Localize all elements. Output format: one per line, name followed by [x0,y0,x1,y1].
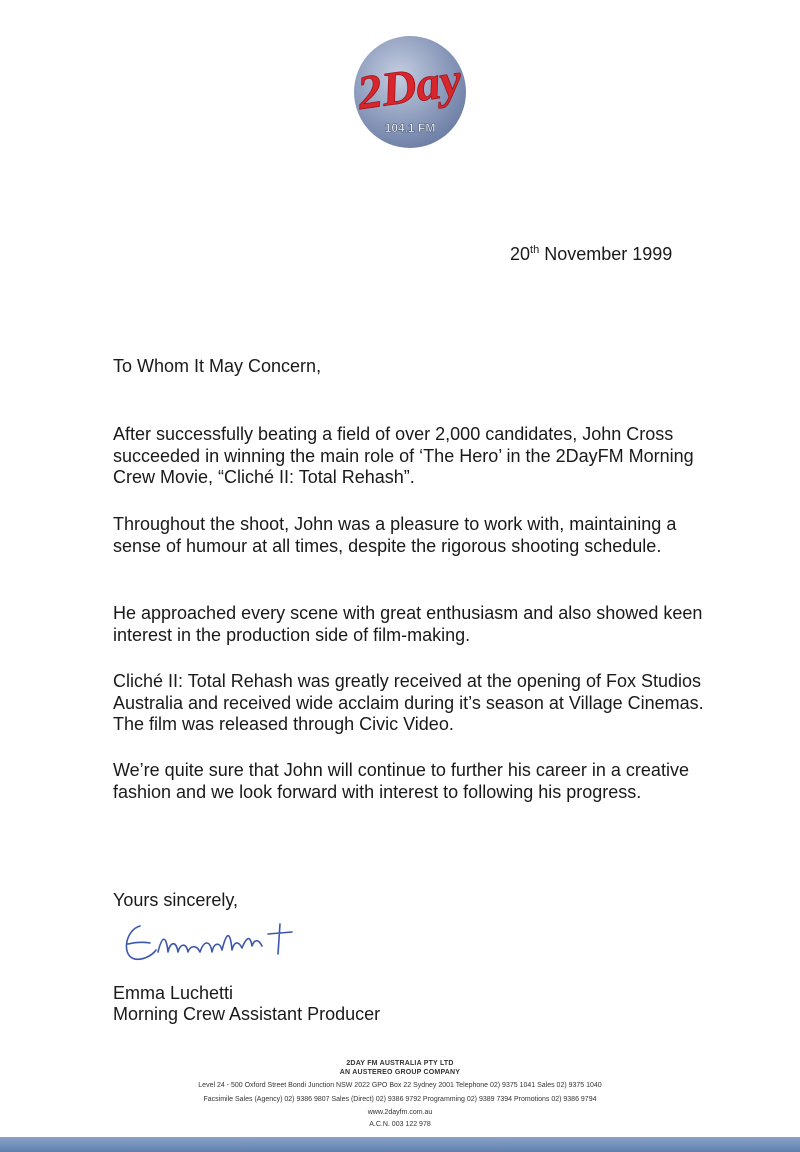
signer-title: Morning Crew Assistant Producer [113,1004,381,1024]
footer-group-line: AN AUSTEREO GROUP COMPANY [339,1069,461,1076]
body-paragraph-4: Cliché II: Total Rehash was greatly received at the opening of Fox Studios Australia and received wide acclaim during it’s season at Village Cinemas. The film was released through Civic Video. [113,671,704,734]
closing: Yours sincerely, [113,890,239,910]
svg-text:2Day: 2Day [354,53,465,121]
footer-website: www.2dayfm.com.au [367,1109,433,1116]
2day-fm-logo [310,30,510,150]
footer-fax-numbers: Facsimile Sales (Agency) 02) 9386 9807 Sales (Direct) 02) 9386 9792 Programming 02) 9389 7394 Promotions 02) 9386 9794 [203,1096,597,1103]
2day-fm-logo-graphic [310,30,510,150]
body-paragraph-5: We’re quite sure that John will continue to further his career in a creative fashion and we look forward with interest to following his progress. [113,760,689,802]
footer-color-bar [0,1137,800,1152]
body-paragraph-2: Throughout the shoot, John was a pleasure to work with, maintaining a sense of humour at all times, despite the rigorous shooting schedule. [113,514,677,556]
date-month-year: November 1999 [539,244,673,264]
salutation: To Whom It May Concern, [113,356,322,376]
signer-name: Emma Luchetti [113,983,234,1003]
signature-scribble [118,912,298,970]
footer-acn: A.C.N. 003 122 978 [369,1121,431,1128]
handwritten-signature [118,912,298,970]
date-suffix: th [530,244,540,256]
body-paragraph-3: He approached every scene with great enthusiasm and also showed keen interest in the production side of film-making. [113,603,703,645]
footer-company-name: 2DAY FM AUSTRALIA PTY LTD [346,1060,454,1067]
svg-text:104.1 FM: 104.1 FM [384,121,436,135]
body-paragraph-1: After successfully beating a field of over 2,000 candidates, John Cross succeeded in winning the main role of ‘The Hero’ in the 2DayFM Morning Crew Movie, “Cliché II: Total Rehash”. [113,424,694,487]
date-day: 20 [510,244,531,264]
footer-address: Level 24 - 500 Oxford Street Bondi Junction NSW 2022 GPO Box 22 Sydney 2001 Telephone 02) 9375 1041 Sales 02) 9375 1040 [198,1082,602,1089]
letter-date [510,244,672,265]
